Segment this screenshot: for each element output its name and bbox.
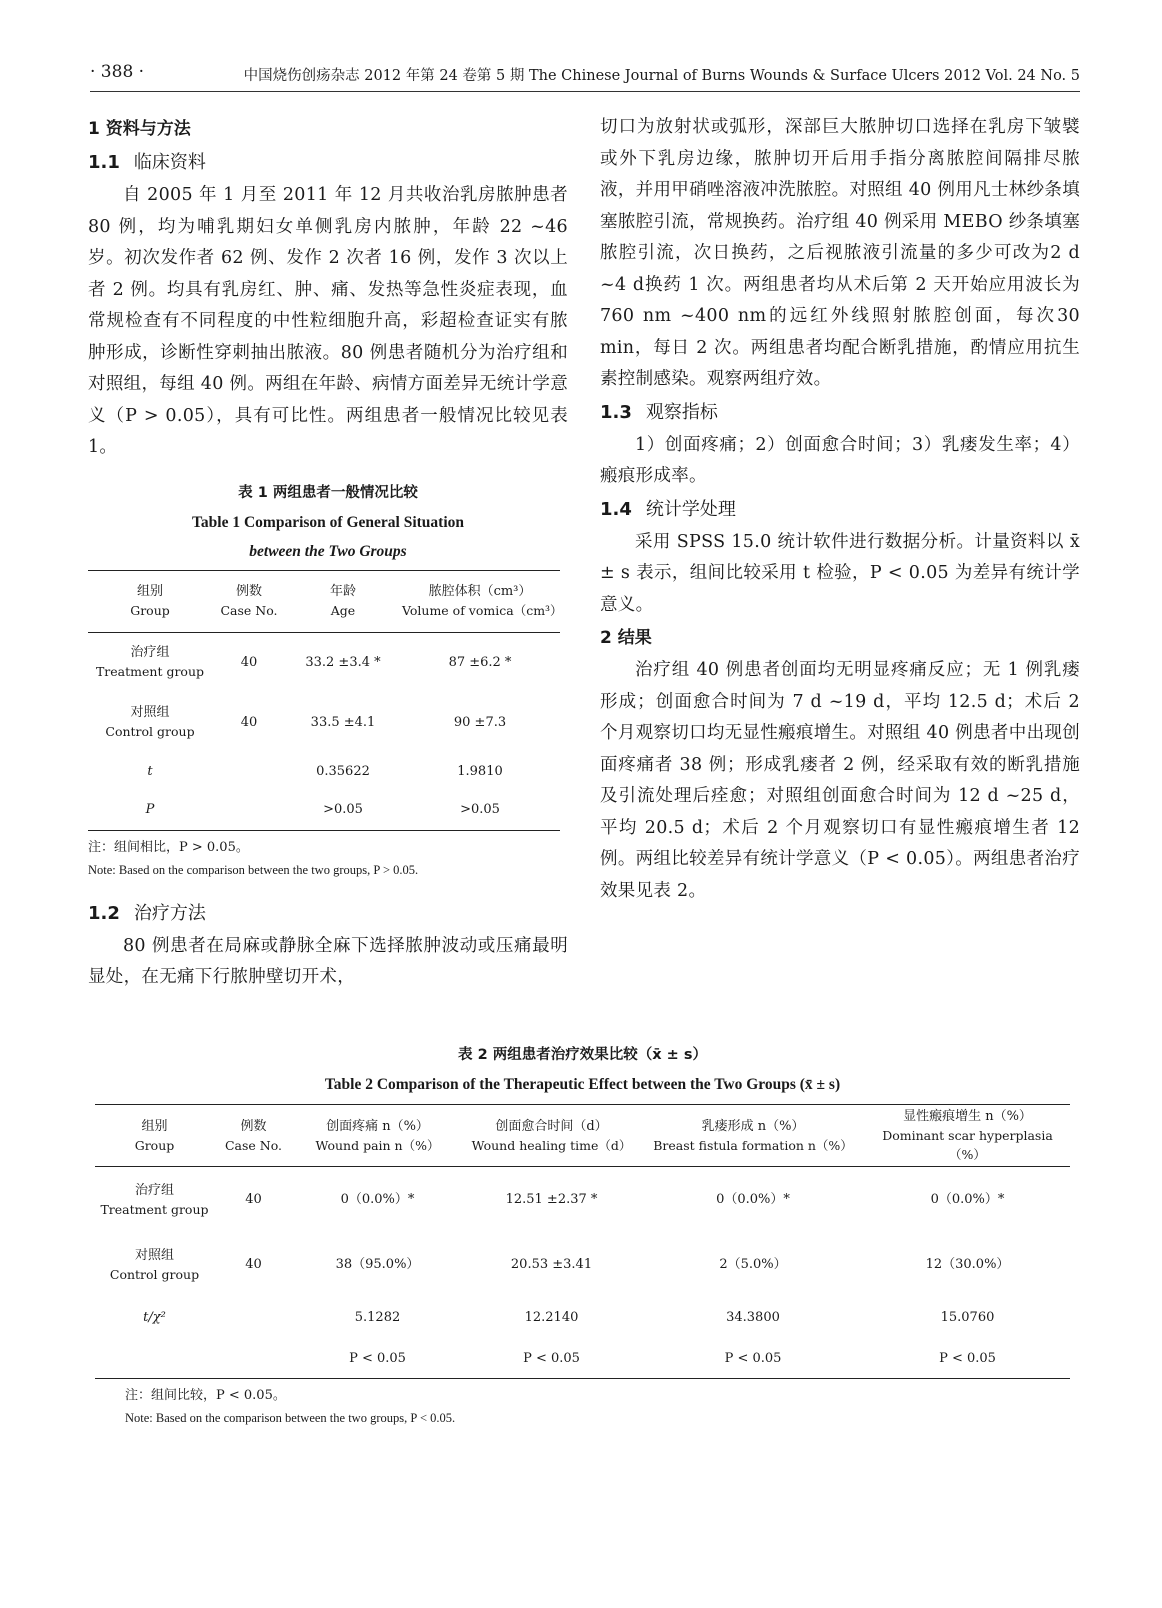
section-heading-2: 2 结果 bbox=[600, 628, 652, 648]
table1-header-cell: 年龄 Age bbox=[329, 584, 356, 618]
table2-header-cell: 乳瘘形成 n（%） Breast fistula formation n（%） bbox=[653, 1118, 853, 1153]
page-number: · 388 · bbox=[90, 62, 145, 82]
section-title: 统计学处理 bbox=[645, 498, 736, 520]
section-heading-1-4 bbox=[600, 493, 1080, 527]
table1-header-cell: 脓腔体积（cm³） Volume of vomica（cm³） bbox=[402, 584, 563, 618]
section-heading-1-1 bbox=[88, 146, 568, 180]
section-heading-1: 1 资料与方法 bbox=[88, 119, 191, 139]
section-number: 1.1 bbox=[88, 152, 120, 173]
table-row: P < 0.05 P < 0.05 P < 0.05 P < 0.05 bbox=[95, 1339, 1070, 1379]
table2-header-cell: 例数 Case No. bbox=[224, 1118, 283, 1153]
section-title: 观察指标 bbox=[645, 401, 718, 423]
table-row: P >0.05 >0.05 bbox=[88, 790, 560, 830]
right-column bbox=[600, 112, 1080, 907]
table1-caption-cn: 表 1 两组患者一般情况比较 bbox=[238, 484, 418, 501]
paragraph-indicators: 1）创面疼痛；2）创面愈合时间；3）乳瘘发生率；4）瘢痕形成率。 bbox=[600, 434, 1080, 486]
table1-note-en: Note: Based on the comparison between the two groups, P > 0.05. bbox=[88, 862, 419, 877]
table2-note-en: Note: Based on the comparison between the two groups, P < 0.05. bbox=[125, 1411, 456, 1425]
table1 bbox=[88, 570, 563, 831]
section-heading-1-3 bbox=[600, 396, 1080, 430]
table2-header-cell: 创面愈合时间（d） Wound healing time（d） bbox=[471, 1118, 632, 1153]
section-number: 1.3 bbox=[600, 401, 632, 423]
table2-caption-en: Table 2 Comparison of the Therapeutic Effect between the Two Groups (x̄ ± s) bbox=[324, 1076, 841, 1093]
table-row: 治疗组 Treatment group 40 33.2 ±3.4 * 87 ±6.2 * bbox=[95, 645, 512, 680]
table1-caption-en-2: between the Two Groups bbox=[249, 542, 407, 560]
paragraph-clinical-data: 自 2005 年 1 月至 2011 年 12 月共收治乳房脓肿患者 80 例，均为哺乳期妇女单侧乳房内脓肿，年龄 22 ~46 岁。初次发作者 62 例、发作 2 次者 16 例，发作 3 次以上者 2 例。均具有乳房红、肿、痛、发热等急性炎症表现，血常规检查有不同程度的中性粒细胞升高，彩超检查证实有脓肿形成，诊断性穿刺抽出脓液。80 例患者随机分为治疗组和对照组，每组 40 例。两组在年龄、病情方面差异无统计学意义（P > 0.05），具有可比性。两组患者一般情况比较见表 1。 bbox=[88, 185, 568, 457]
running-header bbox=[90, 62, 1080, 90]
table2-header-cell: 显性瘢痕增生 n（%） Dominant scar hyperplasia（%） bbox=[882, 1109, 1053, 1162]
table2-header-cell: 创面疼痛 n（%） Wound pain n（%） bbox=[315, 1118, 440, 1153]
table-row: 对照组 Control group 40 38（95.0%） 20.53 ±3.41 2（5.0%） 12（30.0%） bbox=[109, 1247, 1010, 1282]
table-row: 治疗组 Treatment group 40 0（0.0%）* 12.51 ±2.37 * 0（0.0%）* 0（0.0%）* bbox=[100, 1182, 1005, 1217]
left-column bbox=[88, 112, 568, 994]
table2 bbox=[95, 1104, 1070, 1379]
table1-caption-en: Table 1 Comparison of General Situation bbox=[192, 513, 464, 531]
table-row: t 0.35622 1.9810 bbox=[147, 763, 503, 779]
section-title: 临床资料 bbox=[133, 152, 206, 173]
paragraph-results: 治疗组 40 例患者创面均无明显疼痛反应；无 1 例乳瘘形成；创面愈合时间为 7 d ~19 d，平均 12.5 d；术后 2 个月观察切口均无显性瘢痕增生。对照组 40 例患者中出现创面疼痛者 38 例；形成乳瘘者 2 例，经采取有效的断乳措施及引流处理后痊愈；对照组创面愈合时间为 12 d ~25 d，平均 20.5 d；术后 2 个月观察切口有显性瘢痕增生者 12 例。两组比较差异有统计学意义（P < 0.05）。两组患者治疗效果见表 2。 bbox=[600, 660, 1080, 901]
section-number: 1.4 bbox=[600, 498, 632, 520]
paragraph-treatment-continued: 切口为放射状或弧形，深部巨大脓肿切口选择在乳房下皱襞或外下乳房边缘，脓肿切开后用手指分离脓腔间隔排尽脓液，并用甲硝唑溶液冲洗脓腔。对照组 40 例用凡士林纱条填塞脓腔引流，常规换药。治疗组 40 例采用 MEBO 纱条填塞脓腔引流，次日换药，之后视脓液引流量的多少可改为2 d ~4 d换药 1 次。两组患者均从术后第 2 天开始应用波长为760 nm ~400 nm的远红外线照射脓腔创面，每次30 min，每日 2 次。两组患者均配合断乳措施，酌情应用抗生素控制感染。观察两组疗效。 bbox=[600, 117, 1080, 389]
table-row: t/χ² 5.1282 12.2140 34.3800 15.0760 bbox=[143, 1310, 995, 1325]
section-number: 1.2 bbox=[88, 902, 120, 924]
section-title: 治疗方法 bbox=[133, 902, 206, 924]
table2-note-cn: 注：组间比较，P < 0.05。 bbox=[125, 1388, 286, 1403]
table1-header-cell: 组别 Group bbox=[130, 584, 170, 618]
header-rule bbox=[90, 91, 1080, 92]
paragraph-treatment: 80 例患者在局麻或静脉全麻下选择脓肿波动或压痛最明显处，在无痛下行脓肿壁切开术， bbox=[88, 935, 568, 987]
journal-title: 中国烧伤创疡杂志 2012 年第 24 卷第 5 期 The Chinese Journal of Burns Wounds & Surface Ulcers 2012 Vol. 24 No. 5 bbox=[243, 68, 1080, 84]
table-row: 对照组 Control group 40 33.5 ±4.1 90 ±7.3 bbox=[105, 705, 507, 739]
table2-caption-cn: 表 2 两组患者治疗效果比较（x̄ ± s） bbox=[458, 1047, 707, 1063]
table1-header-cell: 例数 Case No. bbox=[220, 584, 278, 618]
table1-note-cn: 注：组间相比，P > 0.05。 bbox=[88, 839, 249, 855]
table2-block bbox=[95, 1040, 1070, 1429]
paragraph-statistics: 采用 SPSS 15.0 统计软件进行数据分析。计量资料以 x̄ ± s 表示，组间比较采用 t 检验，P < 0.05 为差异有统计学意义。 bbox=[600, 531, 1080, 615]
section-heading-1-2 bbox=[88, 897, 568, 931]
table2-header-cell: 组别 Group bbox=[134, 1118, 175, 1153]
